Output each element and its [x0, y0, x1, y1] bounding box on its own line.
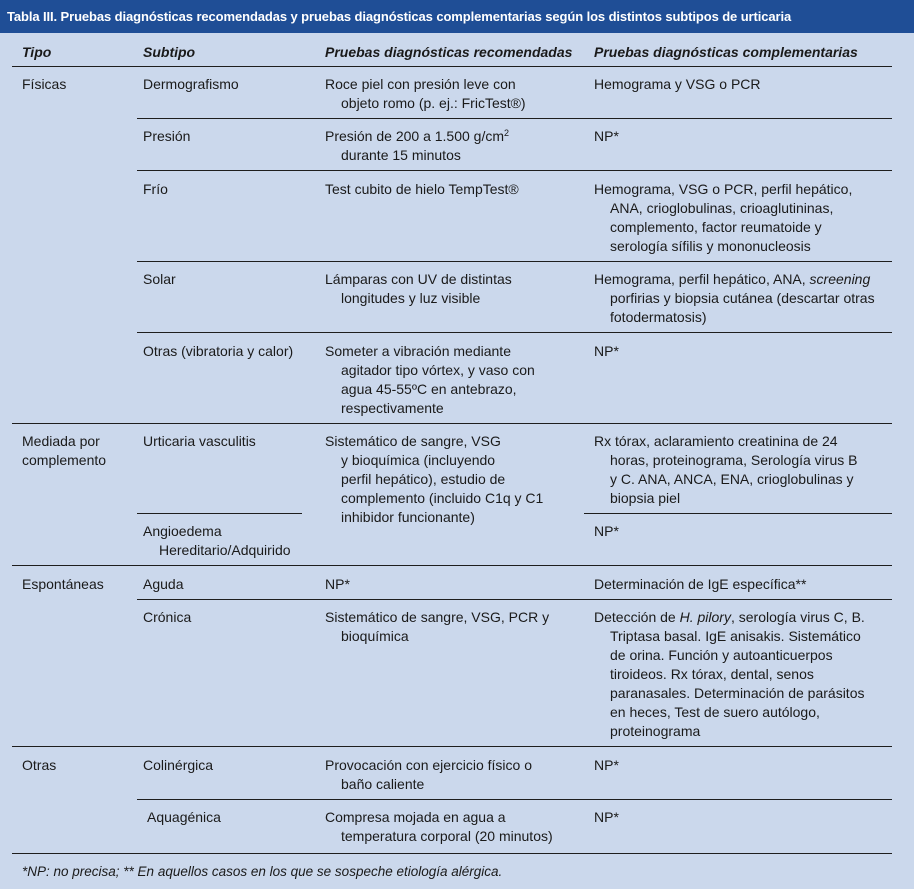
row-rule: [137, 332, 892, 333]
header-subtipo: Subtipo: [143, 44, 196, 60]
group-rule: [12, 565, 892, 566]
bottom-rule: [12, 853, 892, 854]
comp-aguda: Determinación de IgE específica**: [594, 576, 807, 592]
comp-solar: Hemograma, perfil hepático, ANA, screening porfirias y biopsia cutánea (descartar otras fotodermatosis): [594, 271, 875, 325]
rec-colinergica: Provocación con ejercicio físico o baño caliente: [325, 757, 532, 792]
header-rule: [12, 66, 892, 67]
subtipo-aquagenica: Aquagénica: [147, 809, 221, 825]
rec-solar: Lámparas con UV de distintas longitudes y luz visible: [325, 271, 512, 306]
subtipo-colinergica: Colinérgica: [143, 757, 214, 773]
comp-cronica: Detección de H. pilory, serología virus C, B. Triptasa basal. IgE anisakis. Sistemático de orina. Función y autoanticuerpos tiroideos. Rx tórax, dental, senos paranasales. Determinación de parásitos en heces, Test de suero autólogo, proteinograma: [594, 609, 865, 739]
rec-presion: Presión de 200 a 1.500 $g/cm^2$ durante 15 minutos: [325, 128, 510, 163]
subtipo-otras-fisicas: Otras (vibratoria y calor): [143, 343, 294, 359]
rec-cronica: Sistemático de sangre, VSG, PCR y bioquímica: [325, 609, 550, 644]
comp-aquagenica: NP*: [594, 809, 619, 825]
subtipo-cronica: Crónica: [143, 609, 192, 625]
rec-aguda: NP*: [325, 576, 350, 592]
comp-dermografismo: Hemograma y VSG o PCR: [594, 76, 761, 92]
comp-presion: NP*: [594, 128, 619, 144]
group-rule: [12, 746, 892, 747]
rec-otras-fisicas: Someter a vibración mediante agitador tipo vórtex, y vaso con agua 45-55ºC en antebrazo, respectivamente: [325, 343, 535, 416]
comp-colinergica: NP*: [594, 757, 619, 773]
row-rule: [137, 599, 892, 600]
comp-otras-fisicas: NP*: [594, 343, 619, 359]
row-rule: [137, 170, 892, 171]
header-tipo: Tipo: [22, 44, 52, 60]
row-rule: [137, 261, 892, 262]
row-rule: [137, 513, 302, 514]
rec-aquagenica: Compresa mojada en agua a temperatura corporal (20 minutos): [325, 809, 553, 844]
subtipo-frio: Frío: [143, 181, 168, 197]
footnote: *NP: no precisa; ** En aquellos casos en los que se sospeche etiología alérgica.: [22, 864, 503, 879]
header-recomendadas: Pruebas diagnósticas recomendadas: [325, 44, 573, 60]
subtipo-aguda: Aguda: [143, 576, 184, 592]
comp-vasculitis: Rx tórax, aclaramiento creatinina de 24 horas, proteinograma, Serología virus B y C. ANA, ANCA, ENA, crioglobulinas y biopsia piel: [594, 433, 858, 506]
group-fisicas: Físicas: [22, 76, 67, 92]
rec-vasculitis-angioedema: Sistemático de sangre, VSG y bioquímica (incluyendo perfil hepático), estudio de complemento (incluido C1q y C1 inhibidor funcionante): [325, 433, 544, 525]
rec-frio: Test cubito de hielo TempTest®: [325, 181, 519, 197]
group-otras: Otras: [22, 757, 57, 773]
table-title: Tabla III. Pruebas diagnósticas recomendadas y pruebas diagnósticas complementarias según los distintos subtipos de urticaria: [0, 0, 914, 33]
subtipo-dermografismo: Dermografismo: [143, 76, 239, 92]
row-rule: [137, 799, 892, 800]
subtipo-presion: Presión: [143, 128, 191, 144]
comp-angioedema: NP*: [594, 523, 619, 539]
subtipo-vasculitis: Urticaria vasculitis: [143, 433, 256, 449]
subtipo-angioedema: Angioedema Hereditario/Adquirido: [143, 523, 291, 558]
row-rule: [584, 513, 892, 514]
rec-dermografismo: Roce piel con presión leve con objeto romo (p. ej.: FricTest®): [325, 76, 526, 111]
subtipo-solar: Solar: [143, 271, 176, 287]
group-espontaneas: Espontáneas: [22, 576, 104, 592]
comp-frio: Hemograma, VSG o PCR, perfil hepático, ANA, crioglobulinas, crioaglutininas, complemento, factor reumatoide y serología sífilis y mononucleosis: [594, 181, 853, 254]
group-rule: [12, 423, 892, 424]
row-rule: [137, 118, 892, 119]
header-complementarias: Pruebas diagnósticas complementarias: [594, 44, 858, 60]
group-mediada: Mediada por complemento: [22, 433, 107, 468]
